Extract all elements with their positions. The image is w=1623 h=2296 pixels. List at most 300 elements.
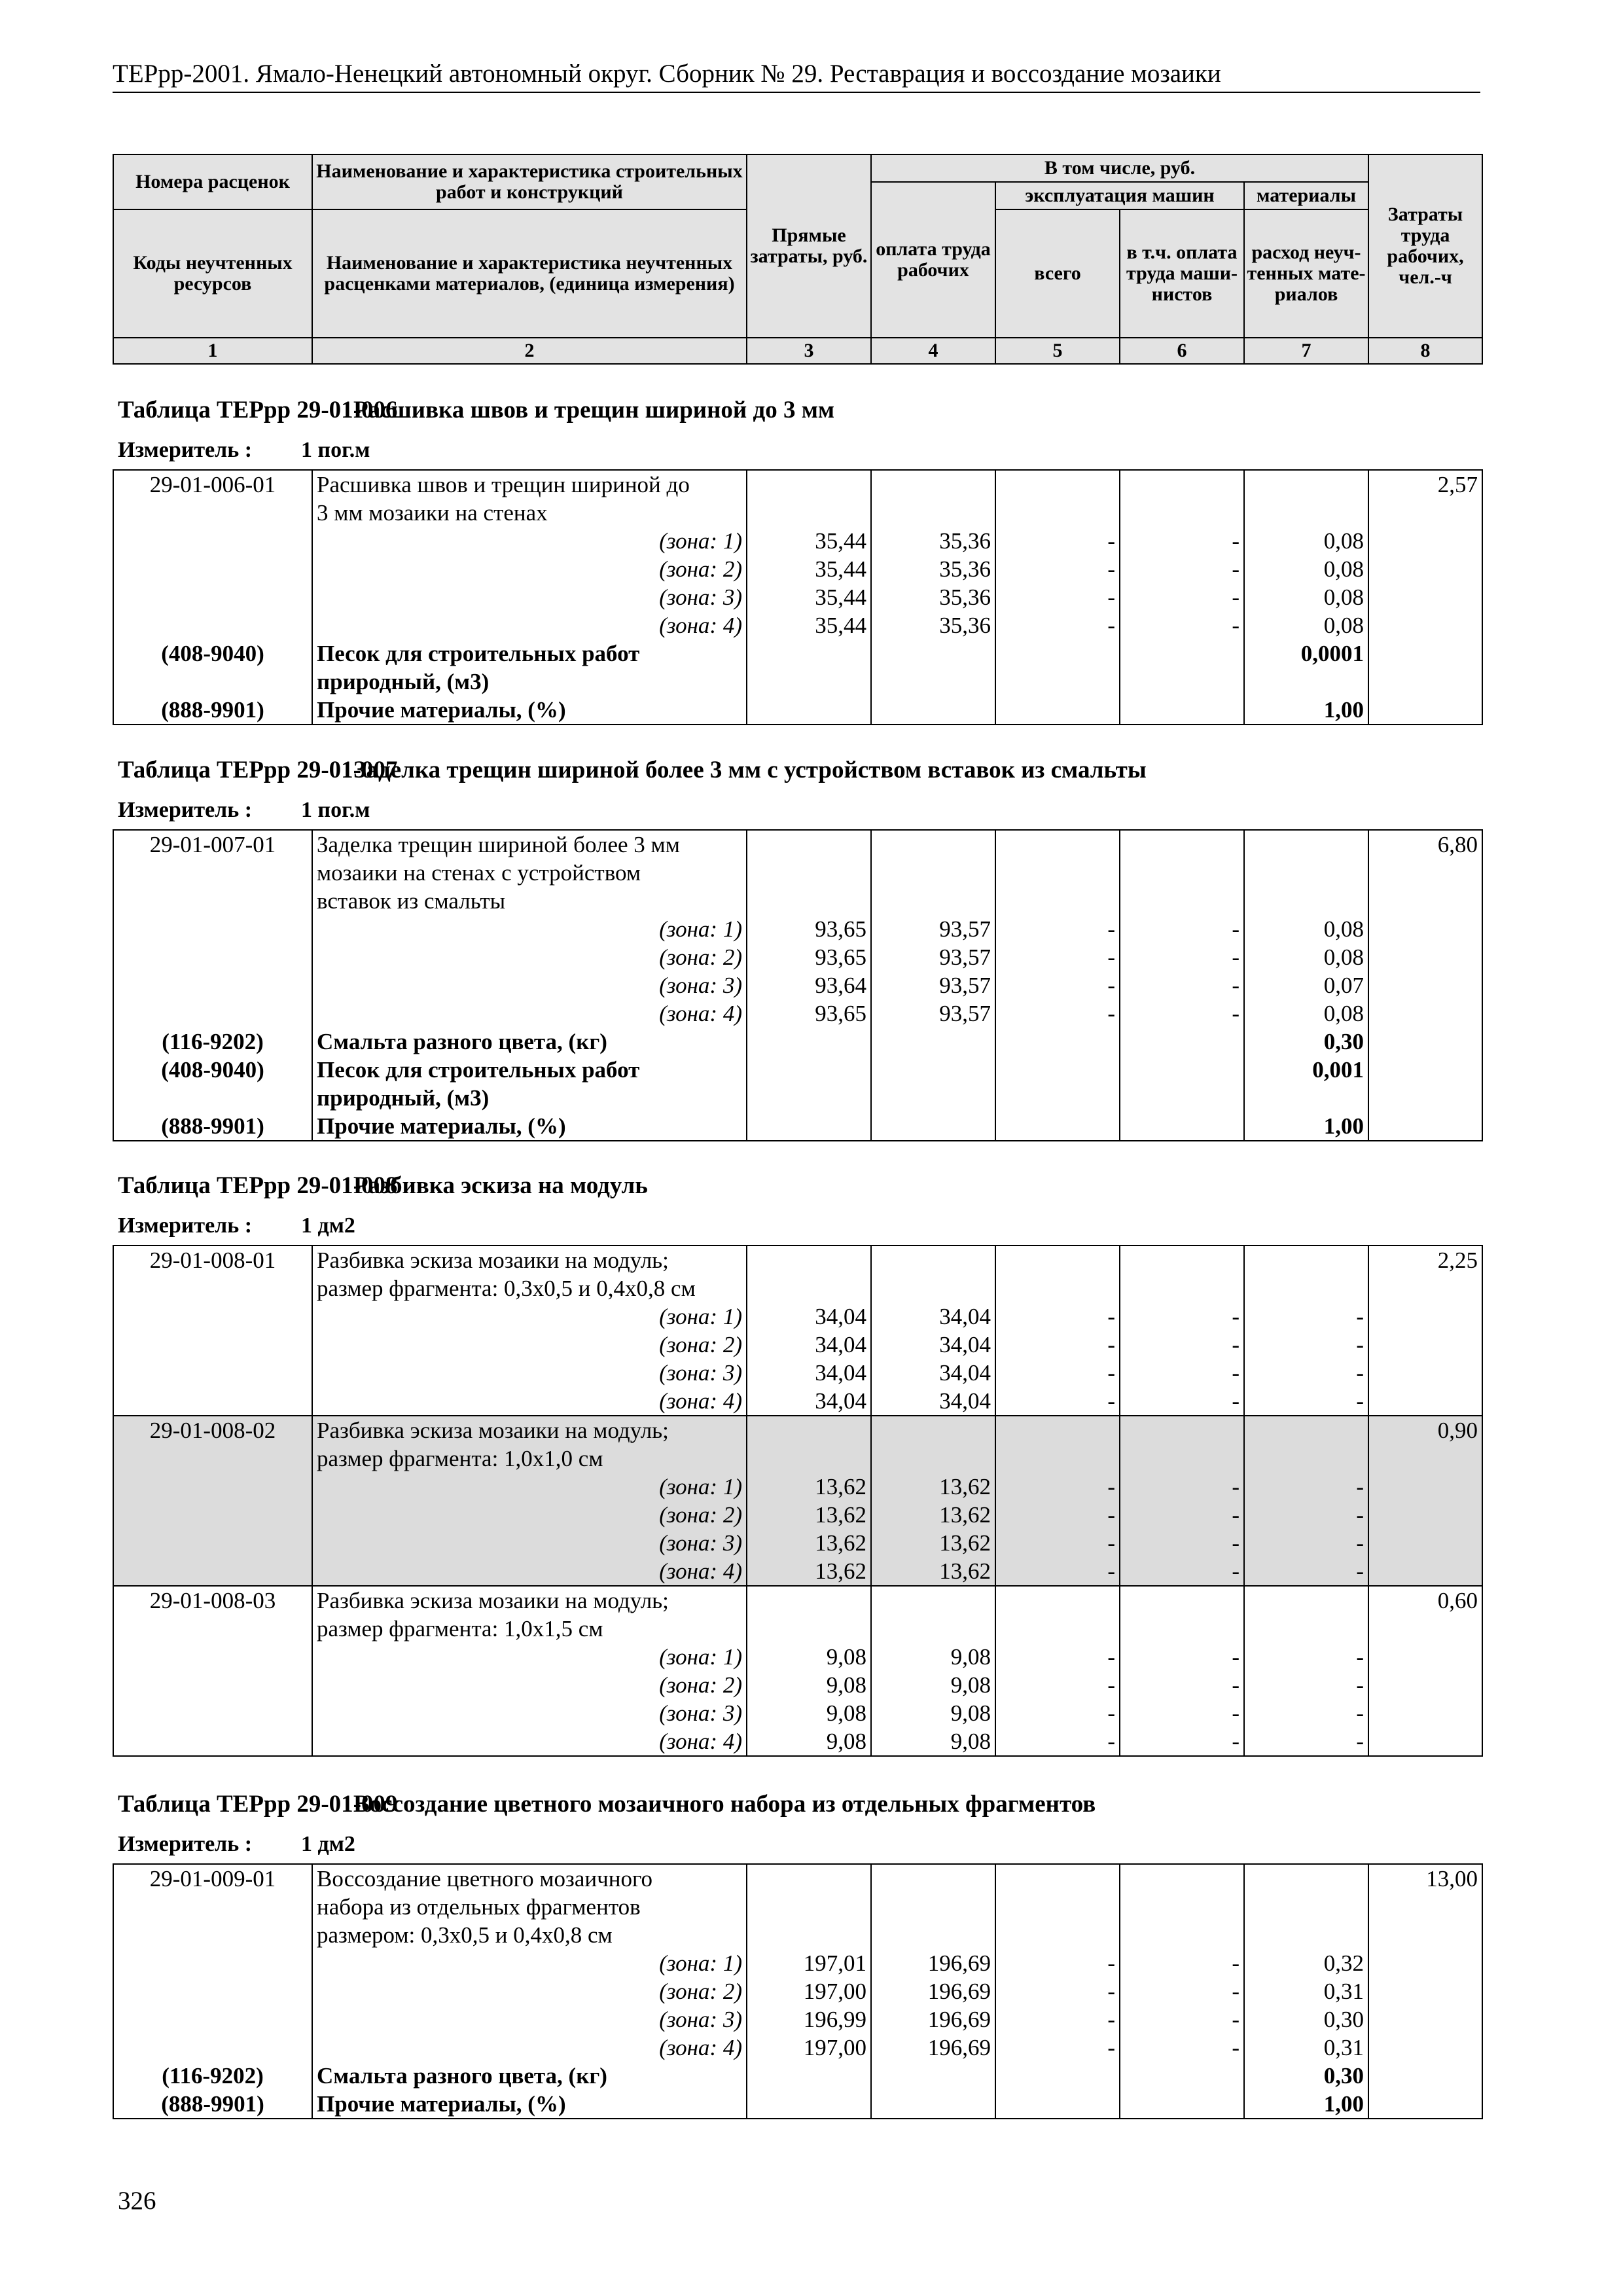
- machine-total-cell: -: [995, 1473, 1120, 1501]
- zone-row: [113, 1643, 1482, 1671]
- machinist-pay-cell: [1120, 1864, 1244, 1893]
- materials-cell: [1244, 1864, 1368, 1893]
- table-code: Таблица ТЕРрр 29-01-009: [118, 1791, 398, 1818]
- direct-costs-cell: [747, 639, 871, 668]
- zone-row: [113, 527, 1482, 555]
- rate-code-cell: [113, 583, 312, 611]
- rate-code-cell: [113, 1977, 312, 2005]
- labor-costs-cell: 2,25: [1368, 1246, 1482, 1274]
- labor-pay-cell: 34,04: [871, 1387, 995, 1416]
- material-row: [113, 2062, 1482, 2090]
- rate-code-cell: (116-9202): [113, 2062, 312, 2090]
- section-title: [118, 756, 1147, 785]
- materials-cell: [1244, 1416, 1368, 1444]
- direct-costs-cell: 13,62: [747, 1473, 871, 1501]
- material-row: [113, 639, 1482, 668]
- col-number: 1: [113, 338, 312, 364]
- zone-row: [113, 1387, 1482, 1416]
- labor-pay-cell: [871, 1056, 995, 1084]
- rate-row: [113, 830, 1482, 859]
- rate-code-cell: [113, 1444, 312, 1473]
- labor-pay-cell: [871, 1615, 995, 1643]
- zone-cell: (зона: 1): [312, 1643, 747, 1671]
- table-code: Таблица ТЕРрр 29-01-006: [118, 397, 398, 423]
- materials-cell: 0,31: [1244, 1977, 1368, 2005]
- zone-row: [113, 2034, 1482, 2062]
- labor-pay-cell: 13,62: [871, 1501, 995, 1529]
- labor-costs-cell: [1368, 2005, 1482, 2034]
- zone-row: [113, 1473, 1482, 1501]
- rate-table: [113, 1863, 1483, 2119]
- labor-costs-cell: [1368, 1727, 1482, 1756]
- machine-total-cell: [995, 1056, 1120, 1084]
- running-head: ТЕРрр-2001. Ямало-Ненецкий автономный округ. Сборник № 29. Реставрация и воссоздание мозаики: [113, 58, 1480, 93]
- machinist-pay-cell: [1120, 1274, 1244, 1302]
- rate-row: [113, 859, 1482, 887]
- header-direct-costs: Прямые затраты, руб.: [747, 154, 871, 338]
- rate-code-cell: [113, 1302, 312, 1331]
- labor-pay-cell: [871, 1274, 995, 1302]
- table-title: Разбивка эскиза на модуль: [353, 1172, 648, 1199]
- machine-total-cell: [995, 1615, 1120, 1643]
- measurer-unit: 1 дм2: [301, 1213, 355, 1238]
- machine-total-cell: [995, 2062, 1120, 2090]
- direct-costs-cell: 35,44: [747, 527, 871, 555]
- labor-pay-cell: [871, 1444, 995, 1473]
- direct-costs-cell: [747, 668, 871, 696]
- materials-cell: [1244, 499, 1368, 527]
- header-machine-operation: эксплуатация машин: [995, 182, 1244, 209]
- zone-cell: (зона: 4): [312, 1387, 747, 1416]
- materials-cell: 0,30: [1244, 2005, 1368, 2034]
- rate-code-cell: [113, 1387, 312, 1416]
- labor-pay-cell: 9,08: [871, 1671, 995, 1699]
- labor-pay-cell: [871, 830, 995, 859]
- labor-costs-cell: 6,80: [1368, 830, 1482, 859]
- labor-pay-cell: 196,69: [871, 2034, 995, 2062]
- rate-code-cell: (116-9202): [113, 1028, 312, 1056]
- rate-code-cell: [113, 1084, 312, 1112]
- name-cell: размер фрагмента: 0,3х0,5 и 0,4х0,8 см: [312, 1274, 747, 1302]
- zone-cell: (зона: 4): [312, 999, 747, 1028]
- rate-code-cell: [113, 527, 312, 555]
- machine-total-cell: [995, 887, 1120, 915]
- machinist-pay-cell: -: [1120, 1727, 1244, 1756]
- machinist-pay-cell: -: [1120, 1331, 1244, 1359]
- zone-row: [113, 915, 1482, 943]
- machinist-pay-cell: [1120, 830, 1244, 859]
- labor-costs-cell: [1368, 2090, 1482, 2119]
- machine-total-cell: -: [995, 1529, 1120, 1557]
- labor-pay-cell: [871, 1028, 995, 1056]
- measurer: [118, 437, 370, 463]
- direct-costs-cell: 197,00: [747, 2034, 871, 2062]
- labor-costs-cell: [1368, 1084, 1482, 1112]
- labor-pay-cell: [871, 859, 995, 887]
- machine-total-cell: -: [995, 943, 1120, 971]
- zone-row: [113, 611, 1482, 639]
- zone-cell: (зона: 3): [312, 2005, 747, 2034]
- section-title: [118, 1172, 648, 1200]
- machine-total-cell: -: [995, 999, 1120, 1028]
- direct-costs-cell: [747, 1615, 871, 1643]
- direct-costs-cell: [747, 1586, 871, 1615]
- table-code: Таблица ТЕРрр 29-01-008: [118, 1172, 398, 1199]
- labor-pay-cell: [871, 639, 995, 668]
- materials-cell: -: [1244, 1331, 1368, 1359]
- direct-costs-cell: [747, 1274, 871, 1302]
- zone-cell: (зона: 1): [312, 1302, 747, 1331]
- labor-pay-cell: [871, 1864, 995, 1893]
- page-number: 326: [118, 2187, 156, 2215]
- rate-code-cell: [113, 1529, 312, 1557]
- machine-total-cell: [995, 1444, 1120, 1473]
- labor-costs-cell: [1368, 1529, 1482, 1557]
- direct-costs-cell: [747, 1864, 871, 1893]
- machine-total-cell: [995, 639, 1120, 668]
- machine-total-cell: -: [995, 1949, 1120, 1977]
- name-cell: Прочие материалы, (%): [312, 1112, 747, 1141]
- materials-cell: [1244, 1921, 1368, 1949]
- zone-cell: (зона: 3): [312, 1699, 747, 1727]
- rate-code-cell: [113, 1949, 312, 1977]
- labor-pay-cell: [871, 1084, 995, 1112]
- labor-costs-cell: [1368, 1501, 1482, 1529]
- direct-costs-cell: [747, 696, 871, 725]
- labor-pay-cell: 13,62: [871, 1473, 995, 1501]
- measurer-label: Измеритель :: [118, 798, 253, 822]
- labor-pay-cell: [871, 1112, 995, 1141]
- machinist-pay-cell: -: [1120, 2005, 1244, 2034]
- machinist-pay-cell: [1120, 1444, 1244, 1473]
- machinist-pay-cell: [1120, 470, 1244, 499]
- zone-row: [113, 2005, 1482, 2034]
- labor-costs-cell: [1368, 943, 1482, 971]
- zone-cell: (зона: 4): [312, 611, 747, 639]
- header-total: всего: [995, 209, 1120, 338]
- machinist-pay-cell: -: [1120, 1949, 1244, 1977]
- zone-cell: (зона: 4): [312, 2034, 747, 2062]
- rate-code-cell: 29-01-009-01: [113, 1864, 312, 1893]
- machinist-pay-cell: -: [1120, 1387, 1244, 1416]
- machine-total-cell: [995, 1586, 1120, 1615]
- materials-cell: 0,08: [1244, 943, 1368, 971]
- name-cell: Расшивка швов и трещин шириной до: [312, 470, 747, 499]
- direct-costs-cell: 13,62: [747, 1501, 871, 1529]
- direct-costs-cell: [747, 1246, 871, 1274]
- labor-pay-cell: 196,69: [871, 1949, 995, 1977]
- labor-pay-cell: 93,57: [871, 943, 995, 971]
- materials-cell: 0,08: [1244, 999, 1368, 1028]
- name-cell: Разбивка эскиза мозаики на модуль;: [312, 1416, 747, 1444]
- name-cell: Песок для строительных работ: [312, 639, 747, 668]
- labor-pay-cell: [871, 2062, 995, 2090]
- rate-table: [113, 829, 1483, 1141]
- zone-row: [113, 1529, 1482, 1557]
- labor-costs-cell: [1368, 1056, 1482, 1084]
- labor-pay-cell: 13,62: [871, 1557, 995, 1586]
- labor-pay-cell: [871, 1921, 995, 1949]
- rate-code-cell: [113, 859, 312, 887]
- machine-total-cell: -: [995, 611, 1120, 639]
- labor-costs-cell: [1368, 915, 1482, 943]
- labor-pay-cell: [871, 668, 995, 696]
- materials-cell: -: [1244, 1699, 1368, 1727]
- labor-costs-cell: [1368, 1615, 1482, 1643]
- rate-row: [113, 1586, 1482, 1615]
- labor-pay-cell: 34,04: [871, 1331, 995, 1359]
- machine-total-cell: [995, 1028, 1120, 1056]
- rate-table: [113, 469, 1483, 725]
- direct-costs-cell: 9,08: [747, 1671, 871, 1699]
- direct-costs-cell: 197,00: [747, 1977, 871, 2005]
- rate-code-cell: 29-01-008-03: [113, 1586, 312, 1615]
- zone-row: [113, 1302, 1482, 1331]
- materials-cell: 0,08: [1244, 583, 1368, 611]
- direct-costs-cell: 197,01: [747, 1949, 871, 1977]
- header-unaccounted-materials: расход неуч- тенных мате- риалов: [1244, 209, 1368, 338]
- rate-code-cell: 29-01-008-01: [113, 1246, 312, 1274]
- materials-cell: [1244, 1444, 1368, 1473]
- labor-costs-cell: 0,60: [1368, 1586, 1482, 1615]
- zone-cell: (зона: 1): [312, 527, 747, 555]
- labor-costs-cell: [1368, 1444, 1482, 1473]
- rate-code-cell: [113, 668, 312, 696]
- rate-code-cell: [113, 1331, 312, 1359]
- materials-cell: 0,08: [1244, 555, 1368, 583]
- direct-costs-cell: 93,65: [747, 999, 871, 1028]
- labor-pay-cell: [871, 2090, 995, 2119]
- name-cell: мозаики на стенах с устройством: [312, 859, 747, 887]
- labor-pay-cell: [871, 1586, 995, 1615]
- labor-costs-cell: [1368, 639, 1482, 668]
- machinist-pay-cell: -: [1120, 611, 1244, 639]
- labor-costs-cell: [1368, 499, 1482, 527]
- machine-total-cell: [995, 696, 1120, 725]
- labor-costs-cell: [1368, 1921, 1482, 1949]
- header-codes: Коды неучтенных ресурсов: [113, 209, 312, 338]
- zone-row: [113, 583, 1482, 611]
- direct-costs-cell: 196,99: [747, 2005, 871, 2034]
- direct-costs-cell: 93,64: [747, 971, 871, 999]
- materials-cell: [1244, 668, 1368, 696]
- labor-pay-cell: 9,08: [871, 1699, 995, 1727]
- labor-pay-cell: [871, 887, 995, 915]
- direct-costs-cell: [747, 2090, 871, 2119]
- machinist-pay-cell: -: [1120, 1529, 1244, 1557]
- name-cell: природный, (м3): [312, 1084, 747, 1112]
- materials-cell: 0,07: [1244, 971, 1368, 999]
- rate-code-cell: [113, 555, 312, 583]
- machinist-pay-cell: -: [1120, 2034, 1244, 2062]
- rate-row: [113, 1416, 1482, 1444]
- materials-cell: 0,08: [1244, 611, 1368, 639]
- direct-costs-cell: 9,08: [747, 1727, 871, 1756]
- materials-cell: [1244, 887, 1368, 915]
- zone-row: [113, 1699, 1482, 1727]
- direct-costs-cell: [747, 1921, 871, 1949]
- rate-code-cell: 29-01-007-01: [113, 830, 312, 859]
- machine-total-cell: [995, 470, 1120, 499]
- zone-cell: (зона: 2): [312, 943, 747, 971]
- machine-total-cell: -: [995, 1302, 1120, 1331]
- rate-code-cell: [113, 1921, 312, 1949]
- header-labor-pay: оплата труда рабочих: [871, 182, 995, 338]
- name-cell: Песок для строительных работ: [312, 1056, 747, 1084]
- name-cell: размер фрагмента: 1,0х1,5 см: [312, 1615, 747, 1643]
- direct-costs-cell: 13,62: [747, 1557, 871, 1586]
- machinist-pay-cell: [1120, 1028, 1244, 1056]
- labor-costs-cell: [1368, 1028, 1482, 1056]
- machine-total-cell: -: [995, 527, 1120, 555]
- table-title: Расшивка швов и трещин шириной до 3 мм: [353, 397, 835, 423]
- machine-total-cell: -: [995, 2005, 1120, 2034]
- direct-costs-cell: [747, 2062, 871, 2090]
- direct-costs-cell: [747, 830, 871, 859]
- labor-costs-cell: [1368, 1274, 1482, 1302]
- machinist-pay-cell: [1120, 1893, 1244, 1921]
- labor-costs-cell: 2,57: [1368, 470, 1482, 499]
- labor-pay-cell: 13,62: [871, 1529, 995, 1557]
- labor-costs-cell: [1368, 1359, 1482, 1387]
- measurer-unit: 1 пог.м: [301, 438, 370, 462]
- labor-costs-cell: [1368, 2062, 1482, 2090]
- material-row: [113, 696, 1482, 725]
- zone-cell: (зона: 3): [312, 971, 747, 999]
- rate-code-cell: [113, 1643, 312, 1671]
- table-code: Таблица ТЕРрр 29-01-007: [118, 757, 398, 783]
- rate-code-cell: [113, 1727, 312, 1756]
- rate-code-cell: [113, 2034, 312, 2062]
- header-material-name: Наименование и характеристика неучтенных расценками материалов, (единица измерения): [312, 209, 747, 338]
- labor-pay-cell: 9,08: [871, 1727, 995, 1756]
- materials-cell: [1244, 1893, 1368, 1921]
- name-cell: Прочие материалы, (%): [312, 2090, 747, 2119]
- labor-costs-cell: [1368, 1977, 1482, 2005]
- machinist-pay-cell: -: [1120, 1557, 1244, 1586]
- machinist-pay-cell: [1120, 1586, 1244, 1615]
- zone-cell: (зона: 2): [312, 555, 747, 583]
- rate-code-cell: [113, 1557, 312, 1586]
- direct-costs-cell: 9,08: [747, 1643, 871, 1671]
- materials-cell: [1244, 830, 1368, 859]
- material-row: [113, 1028, 1482, 1056]
- rate-code-cell: (888-9901): [113, 696, 312, 725]
- materials-cell: 0,001: [1244, 1056, 1368, 1084]
- rate-code-cell: [113, 1699, 312, 1727]
- machinist-pay-cell: -: [1120, 1302, 1244, 1331]
- zone-row: [113, 943, 1482, 971]
- materials-cell: -: [1244, 1557, 1368, 1586]
- col-number: 4: [871, 338, 995, 364]
- labor-pay-cell: [871, 470, 995, 499]
- measurer-label: Измеритель :: [118, 1213, 253, 1238]
- zone-row: [113, 555, 1482, 583]
- table-title: Заделка трещин шириной более 3 мм с устройством вставок из смальты: [353, 757, 1147, 783]
- rate-row: [113, 1864, 1482, 1893]
- rate-code-cell: [113, 2005, 312, 2034]
- machine-total-cell: -: [995, 1977, 1120, 2005]
- name-cell: Разбивка эскиза мозаики на модуль;: [312, 1586, 747, 1615]
- labor-costs-cell: [1368, 859, 1482, 887]
- header-work-name: Наименование и характеристика строительных работ и конструкций: [312, 154, 747, 209]
- zone-row: [113, 1359, 1482, 1387]
- materials-cell: 0,08: [1244, 527, 1368, 555]
- material-row: [113, 1056, 1482, 1084]
- materials-cell: -: [1244, 1387, 1368, 1416]
- direct-costs-cell: [747, 859, 871, 887]
- direct-costs-cell: 35,44: [747, 555, 871, 583]
- direct-costs-cell: 93,65: [747, 915, 871, 943]
- labor-costs-cell: [1368, 1302, 1482, 1331]
- zone-cell: (зона: 4): [312, 1727, 747, 1756]
- machine-total-cell: -: [995, 1501, 1120, 1529]
- zone-cell: (зона: 2): [312, 1501, 747, 1529]
- zone-cell: (зона: 3): [312, 1529, 747, 1557]
- direct-costs-cell: [747, 1444, 871, 1473]
- header-including: В том числе, руб.: [871, 154, 1368, 182]
- machine-total-cell: [995, 1864, 1120, 1893]
- materials-cell: 0,31: [1244, 2034, 1368, 2062]
- rate-code-cell: (888-9901): [113, 1112, 312, 1141]
- name-cell: размером: 0,3х0,5 и 0,4х0,8 см: [312, 1921, 747, 1949]
- rate-row: [113, 1444, 1482, 1473]
- labor-pay-cell: 35,36: [871, 611, 995, 639]
- machinist-pay-cell: [1120, 1084, 1244, 1112]
- direct-costs-cell: [747, 470, 871, 499]
- measurer-label: Измеритель :: [118, 1832, 253, 1856]
- zone-cell: (зона: 1): [312, 915, 747, 943]
- labor-pay-cell: [871, 1246, 995, 1274]
- direct-costs-cell: [747, 1416, 871, 1444]
- machinist-pay-cell: [1120, 499, 1244, 527]
- col-number: 8: [1368, 338, 1482, 364]
- machine-total-cell: -: [995, 971, 1120, 999]
- direct-costs-cell: 34,04: [747, 1302, 871, 1331]
- measurer: [118, 797, 370, 823]
- materials-cell: -: [1244, 1473, 1368, 1501]
- material-row: [113, 1084, 1482, 1112]
- machine-total-cell: [995, 499, 1120, 527]
- labor-pay-cell: 35,36: [871, 555, 995, 583]
- labor-costs-cell: [1368, 527, 1482, 555]
- rate-code-cell: 29-01-006-01: [113, 470, 312, 499]
- labor-pay-cell: 196,69: [871, 1977, 995, 2005]
- machinist-pay-cell: [1120, 1615, 1244, 1643]
- machinist-pay-cell: [1120, 1416, 1244, 1444]
- machine-total-cell: -: [995, 555, 1120, 583]
- name-cell: Заделка трещин шириной более 3 мм: [312, 830, 747, 859]
- machinist-pay-cell: [1120, 887, 1244, 915]
- material-row: [113, 668, 1482, 696]
- header-rate-numbers: Номера расценок: [113, 154, 312, 209]
- measurer-unit: 1 пог.м: [301, 798, 370, 822]
- name-cell: Разбивка эскиза мозаики на модуль;: [312, 1246, 747, 1274]
- machinist-pay-cell: -: [1120, 915, 1244, 943]
- machinist-pay-cell: [1120, 696, 1244, 725]
- zone-cell: (зона: 3): [312, 1359, 747, 1387]
- labor-costs-cell: [1368, 696, 1482, 725]
- rate-code-cell: [113, 1473, 312, 1501]
- direct-costs-cell: 93,65: [747, 943, 871, 971]
- machinist-pay-cell: -: [1120, 1359, 1244, 1387]
- machine-total-cell: -: [995, 1671, 1120, 1699]
- rate-code-cell: (888-9901): [113, 2090, 312, 2119]
- name-cell: 3 мм мозаики на стенах: [312, 499, 747, 527]
- machine-total-cell: [995, 668, 1120, 696]
- name-cell: Воссоздание цветного мозаичного: [312, 1864, 747, 1893]
- materials-cell: -: [1244, 1302, 1368, 1331]
